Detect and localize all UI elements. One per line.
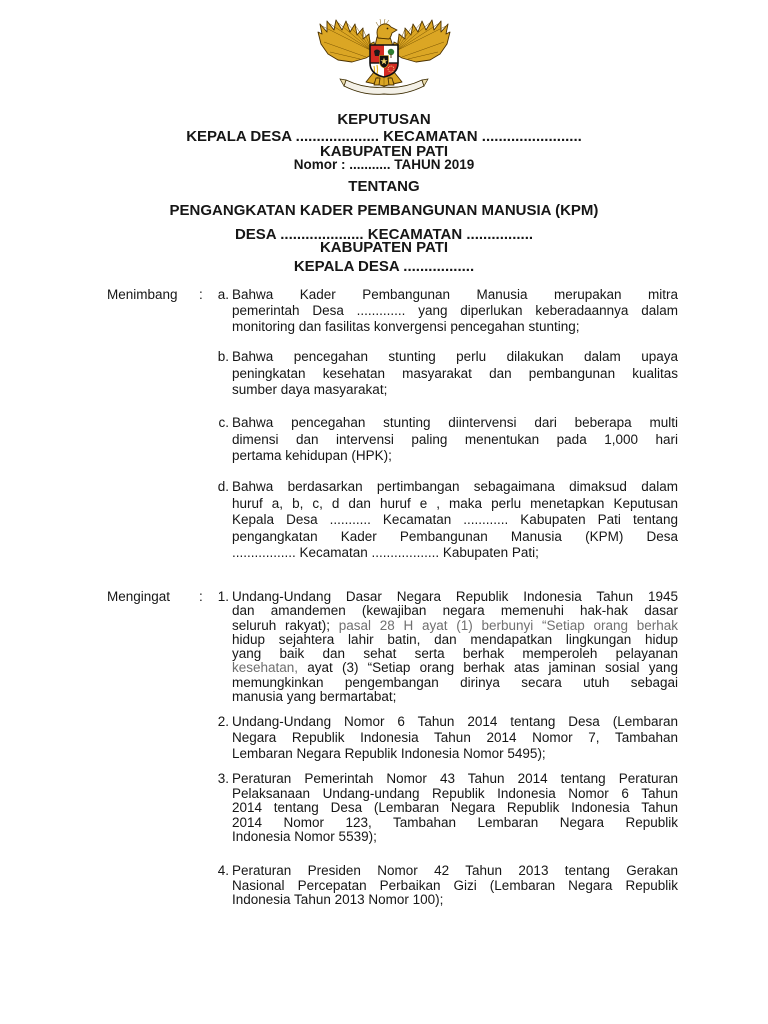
subject-regency-line: KABUPATEN PATI xyxy=(319,239,449,256)
emblem-head xyxy=(376,19,397,39)
decree-number: Nomor : ........... TAHUN 2019 xyxy=(293,157,475,172)
text-line: manusia yang bermartabat; xyxy=(232,689,397,705)
quoted-text-segment: kesehatan, xyxy=(232,660,299,676)
emblem-shield xyxy=(370,45,398,78)
mengingat-label: Mengingat xyxy=(107,589,171,604)
menimbang-item-b xyxy=(232,349,678,399)
text-line: dimensi dan intervensi paling menentukan pada 1,000 hari xyxy=(232,431,678,447)
text-line: Pelaksanaan Undang-undang Republik Indonesia Nomor 6 Tahun xyxy=(232,785,678,801)
about-heading: TENTANG xyxy=(348,178,420,195)
emblem-graphic xyxy=(316,18,452,98)
menimbang-item-d xyxy=(232,479,678,562)
mengingat-item-4 xyxy=(232,864,678,908)
emblem-left-wing xyxy=(318,20,376,62)
text-line: Bahwa Kader Pembangunan Manusia merupakan mitra xyxy=(232,287,678,302)
text-line: Lembaran Negara Republik Indonesia Nomor 5495); xyxy=(232,746,546,761)
text-line: huruf a, b, c, d dan huruf e , maka perlu menetapkan Keputusan xyxy=(232,495,678,511)
mengingat-marker-4: 4. xyxy=(217,863,229,878)
text-line xyxy=(232,661,678,675)
text-line: Bahwa berdasarkan pertimbangan sebagaimana dimaksud dalam xyxy=(232,479,678,494)
menimbang-marker-d: d. xyxy=(217,479,229,494)
regency-line: KABUPATEN PATI xyxy=(319,143,449,160)
subject-village-line: DESA .................... KECAMATAN ................ xyxy=(234,226,534,243)
text-line: hidup sejahtera lahir batin, dan mendapatkan lingkungan hidup xyxy=(232,631,678,647)
text-line: 2014 Nomor 123, Tambahan Lembaran Negara Republik xyxy=(232,814,678,830)
text-line: Peraturan Presiden Nomor 42 Tahun 2013 tentang Gerakan xyxy=(232,863,678,878)
menimbang-label: Menimbang xyxy=(107,287,178,302)
mengingat-item-2 xyxy=(232,714,678,762)
text-line: sumber daya masyarakat; xyxy=(232,382,388,397)
mengingat-item-3 xyxy=(232,772,678,845)
text-line: monitoring dan fasilitas konvergensi pencegahan stunting; xyxy=(232,319,580,334)
menimbang-marker-a: a. xyxy=(217,287,229,302)
emblem-right-wing xyxy=(392,20,450,62)
text-segment: ayat (3) “Setiap orang berhak atas jaminan sosial yang xyxy=(298,660,678,676)
text-line: 2014 tentang Desa (Lembaran Negara Republik Indonesia Tahun xyxy=(232,800,678,815)
text-line: Bahwa pencegahan stunting perlu dilakukan dalam upaya xyxy=(232,349,678,364)
mengingat-marker-1: 1. xyxy=(217,589,229,604)
garuda-pancasila-emblem xyxy=(316,18,452,98)
text-line: Negara Republik Indonesia Tahun 2014 Nomor 7, Tambahan xyxy=(232,730,678,745)
text-line: Nasional Percepatan Perbaikan Gizi (Lembaran Negara Republik xyxy=(232,877,678,893)
issuer-line: KEPALA DESA .................... KECAMATAN ........................ xyxy=(186,128,582,145)
mengingat-marker-2: 2. xyxy=(217,714,229,729)
text-line: peningkatan kesehatan masyarakat dan pembangunan kualitas xyxy=(232,365,678,381)
signatory-heading: KEPALA DESA ................. xyxy=(293,258,475,275)
text-line: dan amandemen (kewajiban negara memenuhi hak-hak dasar xyxy=(232,603,678,619)
text-line: yang baik dan sehat serta berhak memperoleh pelayanan xyxy=(232,646,678,662)
quoted-text-segment: pasal 28 H ayat (1) berbunyi “Setiap orang berhak xyxy=(338,617,678,633)
text-line: pertama kehidupan (HPK); xyxy=(232,448,392,463)
mengingat-item-1 xyxy=(232,590,678,704)
text-line: ................. Kecamatan .................. Kabupaten Pati; xyxy=(232,545,539,560)
decree-title: KEPUTUSAN xyxy=(337,111,431,128)
text-line: pemerintah Desa ............. yang diperlukan keberadaannya dalam xyxy=(232,303,678,318)
decree-subject: PENGANGKATAN KADER PEMBANGUNAN MANUSIA (KPM) xyxy=(169,202,599,219)
text-line: Indonesia Tahun 2013 Nomor 100); xyxy=(232,892,444,907)
menimbang-item-c xyxy=(232,415,678,465)
text-line: Undang-Undang Dasar Negara Republik Indonesia Tahun 1945 xyxy=(232,589,678,604)
text-line xyxy=(232,619,678,633)
menimbang-item-a xyxy=(232,287,678,335)
menimbang-colon: : xyxy=(199,287,203,302)
mengingat-marker-3: 3. xyxy=(217,771,229,786)
menimbang-marker-c: c. xyxy=(218,415,229,430)
menimbang-marker-b: b. xyxy=(217,349,229,364)
text-line: Indonesia Nomor 5539); xyxy=(232,829,377,844)
text-line: memungkinkan pengembangan dirinya secara utuh sebagai xyxy=(232,674,678,690)
text-line: Undang-Undang Nomor 6 Tahun 2014 tentang Desa (Lembaran xyxy=(232,714,678,729)
text-line: Peraturan Pemerintah Nomor 43 Tahun 2014 tentang Peraturan xyxy=(232,771,678,786)
text-line: Bahwa pencegahan stunting diintervensi dari beberapa multi xyxy=(232,415,678,430)
text-segment: seluruh rakyat); xyxy=(232,617,339,633)
mengingat-colon: : xyxy=(199,589,203,604)
text-line: Kepala Desa ........... Kecamatan ............ Kabupaten Pati tentang xyxy=(232,512,678,527)
text-line: pengangkatan Kader Pembangunan Manusia (KPM) Desa xyxy=(232,528,678,544)
